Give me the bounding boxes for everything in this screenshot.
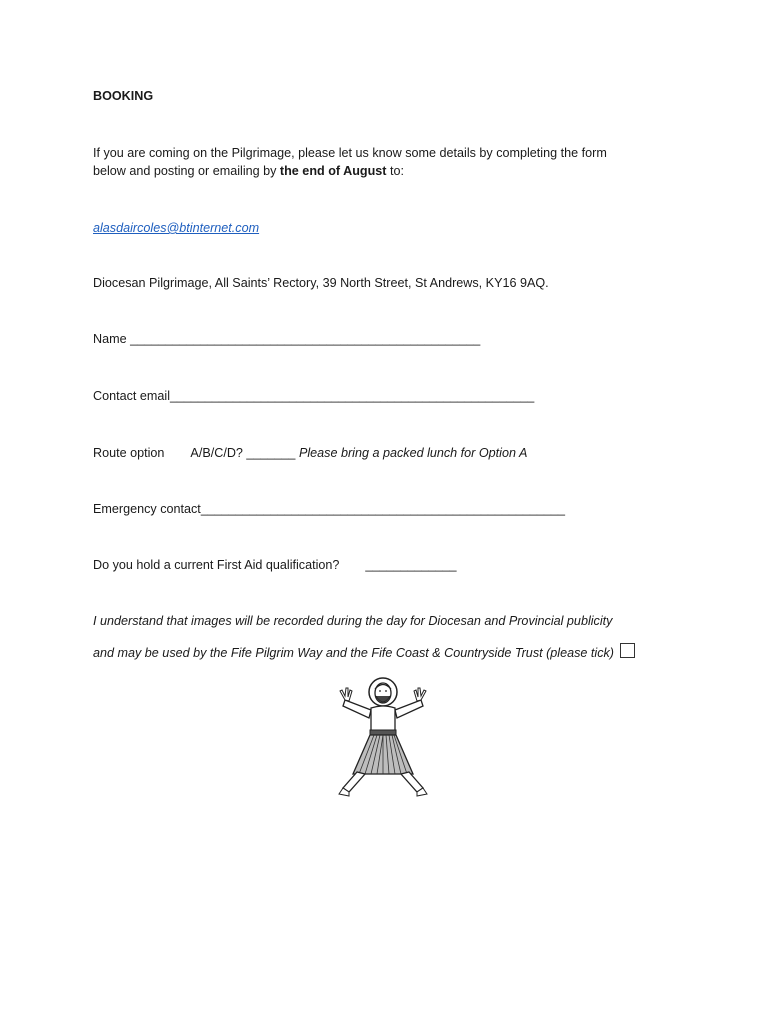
emergency-contact-blank[interactable]: ____________________________________________________ — [200, 502, 566, 516]
route-option-label: Route option — [93, 446, 165, 460]
name-blank[interactable]: __________________________________________________ — [130, 332, 481, 346]
first-aid-field-row — [93, 558, 456, 572]
intro-text-line-2 — [93, 164, 404, 178]
name-label: Name — [93, 332, 131, 346]
first-aid-label: Do you hold a current First Aid qualification? — [93, 558, 340, 572]
postal-address: Diocesan Pilgrimage, All Saints’ Rectory, 39 North Street, St Andrews, KY16 9AQ. — [93, 276, 549, 290]
contact-email-field-row — [93, 389, 534, 403]
route-option-blank[interactable]: A/B/C/D? _______ — [190, 446, 296, 460]
email-link[interactable]: alasdaircoles@btinternet.com — [93, 221, 260, 235]
page-title: BOOKING — [93, 89, 154, 103]
route-option-field-row — [93, 446, 527, 460]
emergency-contact-field-row — [93, 502, 565, 516]
consent-text: and may be used by the Fife Pilgrim Way and the Fife Coast & Countryside Trust (please tick) — [93, 646, 614, 660]
contact-email-label: Contact email — [93, 389, 170, 403]
consent-checkbox[interactable] — [620, 643, 635, 658]
name-field-row — [93, 332, 480, 346]
consent-text-line-1: I understand that images will be recorded during the day for Diocesan and Provincial publicity — [93, 614, 613, 628]
packed-lunch-note: Please bring a packed lunch for Option A — [295, 446, 528, 460]
contact-email-blank[interactable]: ____________________________________________________ — [170, 389, 535, 403]
first-aid-blank[interactable]: _____________ — [365, 558, 457, 572]
consent-text-line-2 — [93, 643, 635, 660]
saint-andrew-saltire-figure-icon — [333, 674, 433, 798]
emergency-contact-label: Emergency contact — [93, 502, 201, 516]
intro-text-end: to: — [386, 164, 405, 178]
deadline-text: the end of August — [279, 164, 387, 178]
intro-text-start: below and posting or emailing by — [93, 164, 280, 178]
intro-text-line-1: If you are coming on the Pilgrimage, please let us know some details by completing the form — [93, 146, 607, 160]
